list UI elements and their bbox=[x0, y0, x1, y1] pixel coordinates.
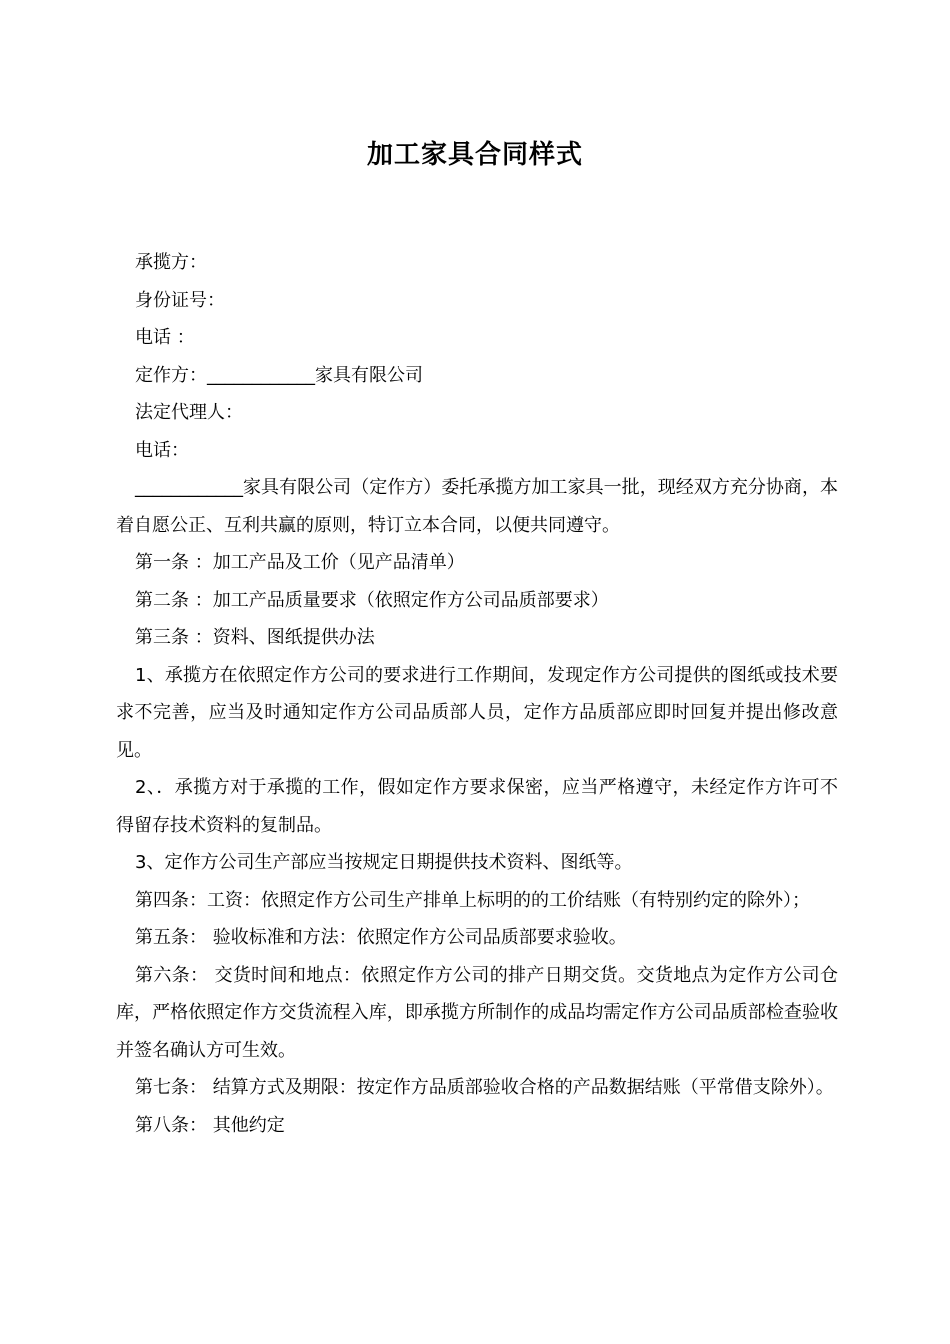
article-1: 第一条 ：加工产品及工价（见产品清单） bbox=[135, 552, 465, 573]
article-8: 第八条： 其他约定 bbox=[135, 1114, 285, 1136]
article-3-item-2: 2、．承揽方对于承揽的工作，假如定作方要求保密，应当严格遵守，未经定作方许可不得留存技术资料的复制品。 bbox=[116, 777, 838, 836]
id-number-field: 身份证号： bbox=[135, 289, 225, 311]
article-3: 第三条 ：资料、图纸提供办法 bbox=[135, 627, 375, 648]
contractor-field: 承揽方： bbox=[135, 252, 207, 273]
article-6: 第六条： 交货时间和地点：依照定作方公司的排产日期交货。交货地点为定作方公司仓库，严格依照定作方交货流程入库，即承揽方所制作的成品均需定作方公司品质部检查验收并签名确认方可生效。 bbox=[116, 964, 838, 1061]
article-5: 第五条： 验收标准和方法：依照定作方公司品质部要求验收。 bbox=[135, 927, 627, 948]
article-2: 第二条 ：加工产品质量要求（依照定作方公司品质部要求） bbox=[135, 589, 609, 611]
legal-representative-field: 法定代理人： bbox=[135, 402, 243, 423]
article-7: 第七条： 结算方式及期限：按定作方品质部验收合格的产品数据结账（平常借支除外）。 bbox=[135, 1077, 834, 1098]
article-3-item-1: 1、承揽方在依照定作方公司的要求进行工作期间，发现定作方公司提供的图纸或技术要求不完善，应当及时通知定作方公司品质部人员，定作方品质部应即时回复并提出修改意见。 bbox=[116, 664, 838, 761]
article-3-item-3: 3、定作方公司生产部应当按规定日期提供技术资料、图纸等。 bbox=[135, 852, 633, 873]
contractor-phone-field: 电话 ： bbox=[135, 327, 195, 348]
document-title: 加工家具合同样式 bbox=[366, 140, 583, 170]
client-phone-field: 电话： bbox=[135, 439, 189, 461]
intro-paragraph: ____________家具有限公司（定作方）委托承揽方加工家具一批，现经双方充分协商，本着自愿公正、互利共赢的原则，特订立本合同，以便共同遵守。 bbox=[116, 477, 838, 536]
document-body bbox=[116, 244, 838, 1144]
article-4: 第四条：工资：依照定作方公司生产排单上标明的的工价结账（有特别约定的除外）； bbox=[135, 889, 810, 911]
client-field: 定作方：____________家具有限公司 bbox=[135, 364, 423, 386]
